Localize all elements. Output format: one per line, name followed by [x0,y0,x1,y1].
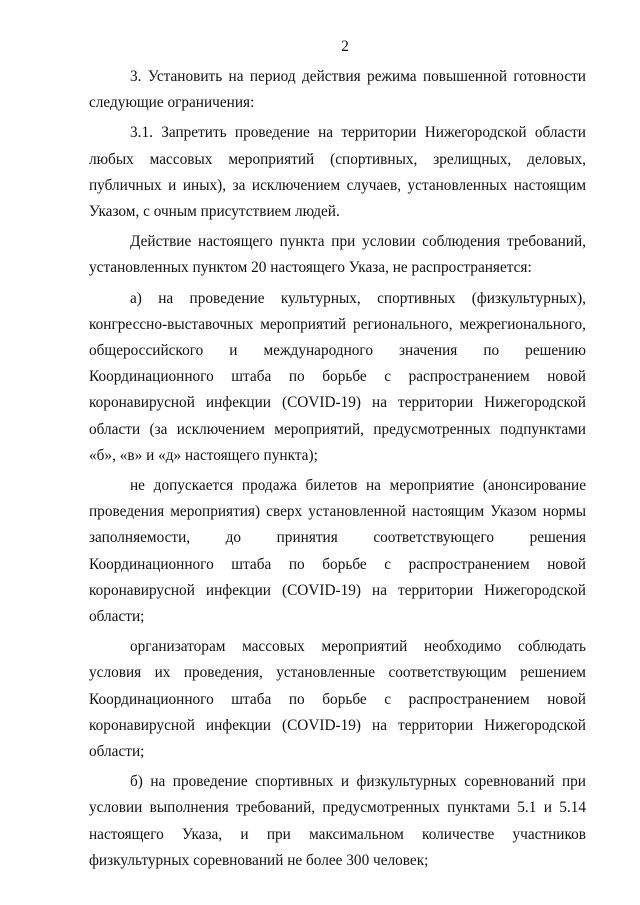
paragraph-3: 3. Установить на период действия режима повышенной готовности следующие ограничения: [89,68,586,112]
paragraph-ticket-sales: не допускается продажа билетов на мероприятие (анонсирование проведения мероприятия) сверх установленной настоящим Указом нормы заполняемости, до принятия соответствующего решения Координационного штаба по борьбе с распространением новой коронавирусной инфекции (COVID-19) на территории Нижегородской области; [89,477,586,626]
paragraph-subpoint-a: а) на проведение культурных, спортивных (физкультурных), конгрессно-выставочных мероприятий регионального, межрегионального, общероссийского и международного значения по решению Координационного штаба по борьбе с распространением новой коронавирусной инфекции (COVID-19) на территории Нижегородской области (за исключением мероприятий, предусмотренных подпунктами «б», «в» и «д» настоящего пункта); [89,289,586,464]
paragraph-organizers: организаторам массовых мероприятий необходимо соблюдать условия их проведения, установленные соответствующим решением Координационного штаба по борьбе с распространением новой коронавирусной инфекции (COVID-19) на территории Нижегородской области; [89,638,586,761]
document-body [89,64,586,874]
page-number: 2 [341,38,349,55]
paragraph-exceptions-intro: Действие настоящего пункта при условии соблюдения требований, установленных пунктом 20 настоящего Указа, не распространяется: [89,233,586,277]
paragraph-3-1: 3.1. Запретить проведение на территории Нижегородской области любых массовых мероприятий (спортивных, зрелищных, деловых, публичных и иных), за исключением случаев, установленных настоящим Указом, с очным присутствием людей. [89,124,586,221]
paragraph-subpoint-b: б) на проведение спортивных и физкультурных соревнований при условии выполнения требований, предусмотренных пунктами 5.1 и 5.14 настоящего Указа, и при максимальном количестве участников физкультурных соревнований не более 300 человек; [89,773,586,869]
